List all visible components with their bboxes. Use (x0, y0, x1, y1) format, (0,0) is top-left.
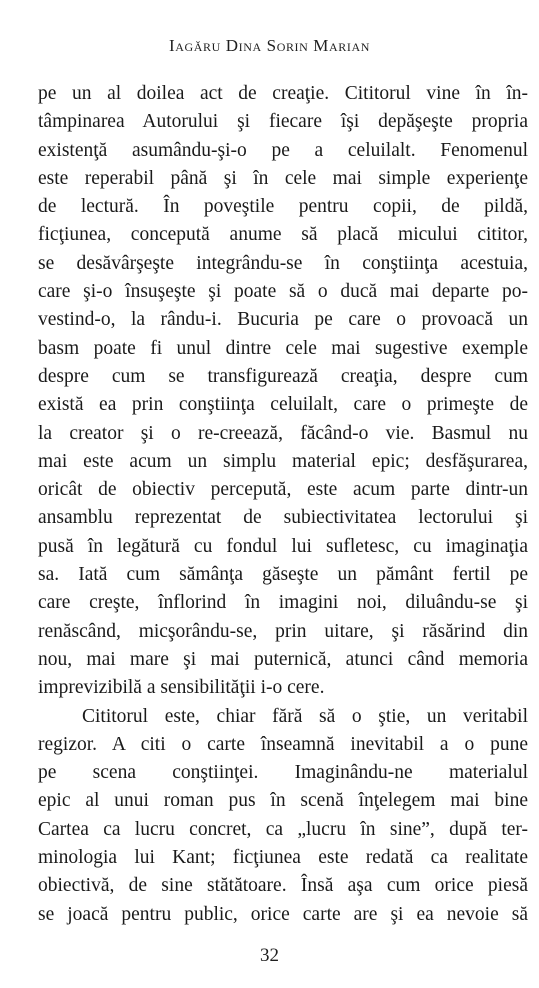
text-line: se desăvârşeşte integrându-se în conştiinţa acestuia, (38, 252, 528, 274)
text-line: există ea prin conştiinţa celuilalt, care o primeşte de (38, 394, 528, 416)
text-line: pe un al doilea act de creaţie. Cititorul vine în în- (38, 83, 528, 104)
text-line: este reperabil până şi în cele mai simple experienţe (38, 167, 528, 189)
text-line: basm poate fi unul dintre cele mai sugestive exemple (38, 337, 528, 359)
text-line: epic al unui roman pus în scenă înţelegem mai bine (38, 790, 528, 812)
text-line: renăscând, micşorându-se, prin uitare, şi răsărind din (38, 620, 528, 642)
text-line: care creşte, înflorind în imagini noi, diluându-se şi (38, 592, 528, 614)
text-line: Cartea ca lucru concret, ca „lucru în sine”, după ter- (38, 818, 528, 840)
text-line-paragraph-start: Cititorul este, chiar fără să o ştie, un veritabil (82, 705, 528, 727)
page-number: 32 (260, 945, 279, 966)
text-line: nou, mai mare şi mai puternică, atunci când memoria (38, 648, 528, 670)
text-line: minologia lui Kant; ficţiunea este redată ca realitate (38, 847, 528, 869)
text-line: existenţă asumându-şi-o pe a celuilalt. Fenomenul (38, 139, 528, 161)
text-line: tâmpinarea Autorului şi fiecare îşi depăşeşte propria (38, 111, 528, 133)
text-line-paragraph-end: imprevizibilă a sensibilităţii i-o cere. (38, 677, 325, 699)
text-line: sa. Iată cum sămânţa găseşte un pământ fertil pe (38, 564, 528, 586)
text-line: la creator şi o re-creează, făcând-o vie. Basmul nu (38, 422, 528, 444)
text-line: regizor. A citi o carte înseamnă inevitabil a o pune (38, 733, 528, 755)
text-line: mai este acum un simplu material epic; desfăşurarea, (38, 450, 528, 472)
text-line: despre cum se transfigurează creaţia, despre cum (38, 365, 528, 387)
text-line: care şi-o însuşeşte şi poate să o ducă mai departe po- (38, 281, 528, 303)
running-header-author: Iagăru Dina Sorin Marian (169, 36, 370, 55)
text-line: ficţiunea, concepută anume să placă micului cititor, (38, 224, 528, 246)
text-line: pe scena conştiinţei. Imaginându-ne materialul (38, 762, 528, 784)
text-line: oricât de obiectiv percepută, este acum parte dintr-un (38, 479, 528, 501)
text-line: pusă în legătură cu fondul lui sufletesc, cu imaginaţia (38, 535, 528, 557)
text-line: vestind-o, la rându-i. Bucuria pe care o provoacă un (38, 309, 528, 331)
text-line: se joacă pentru public, orice carte are şi ea nevoie să (38, 903, 528, 925)
text-line: obiectivă, de sine stătătoare. Însă aşa cum orice piesă (38, 875, 528, 897)
body-text (38, 80, 528, 929)
text-line: ansamblu reprezentat de subiectivitatea lectorului şi (38, 507, 528, 529)
text-line: de lectură. În poveştile pentru copii, de pildă, (38, 196, 528, 218)
